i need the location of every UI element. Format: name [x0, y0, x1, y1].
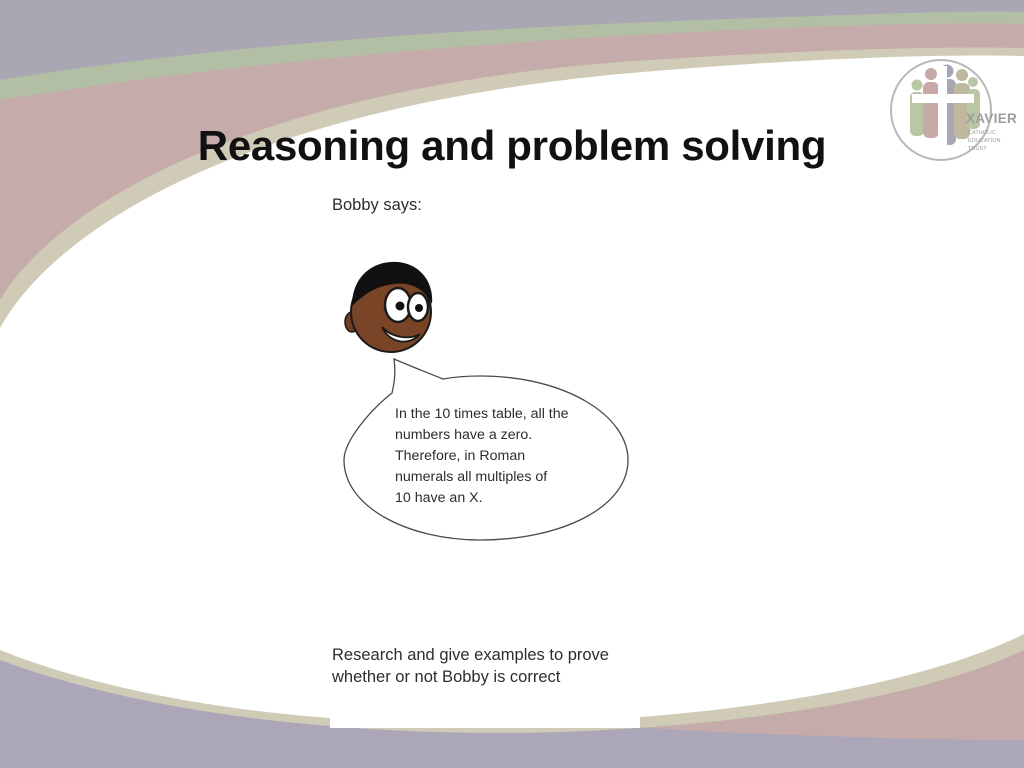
speech-bubble-text — [395, 404, 605, 509]
logo-name: XAVIER — [966, 111, 1018, 126]
bobby-illustration — [330, 188, 640, 568]
instruction-line: Research and give examples to prove — [332, 646, 609, 664]
instruction-line: whether or not Bobby is correct — [332, 668, 561, 686]
speech-line: 10 have an X. — [395, 490, 483, 506]
slide-title: Reasoning and problem solving — [197, 122, 827, 169]
speech-line: Therefore, in Roman — [395, 448, 526, 464]
task-instruction — [332, 644, 632, 688]
speech-line: numbers have a zero. — [395, 427, 533, 443]
xavier-logo — [888, 54, 1018, 168]
logo-subtitle-line: TRUST — [968, 146, 987, 152]
boy-face-icon — [345, 262, 432, 352]
speech-line: In the 10 times table, all the — [395, 406, 569, 422]
bobby-says-label: Bobby says: — [332, 196, 422, 214]
worksheet-panel — [330, 188, 640, 728]
speech-line: numerals all multiples of — [395, 469, 548, 485]
logo-subtitle-line: EDUCATION — [968, 138, 1001, 144]
logo-subtitle-line: CATHOLIC — [968, 130, 996, 136]
logo-subtitle — [968, 129, 1001, 153]
